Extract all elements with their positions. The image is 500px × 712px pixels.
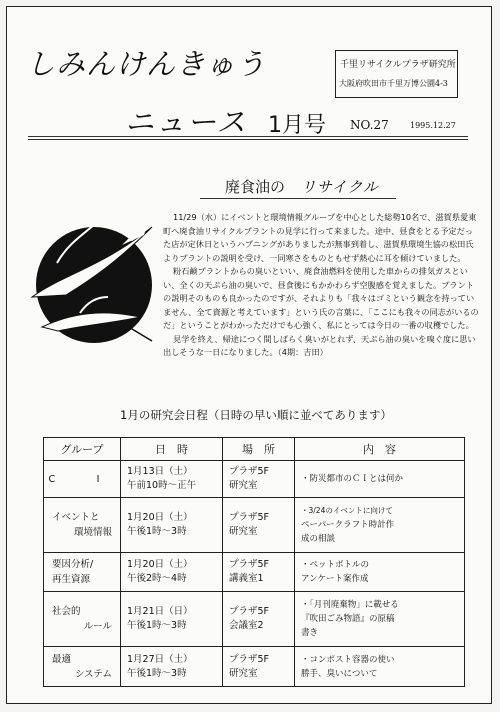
content-text-2: 勝手、臭いについて xyxy=(301,668,378,679)
datetime-cell xyxy=(121,592,223,647)
article-paragraph: 11/29（水）にイベントと環境情報グループを中心とした総勢10名で、滋賀県愛東町へ廃食油リサイクルプラントの見学に行って来ました。途中、昼食をとる予定だった店が定休日というハプニングがありましたが無事到着し、滋賀県環境生協の松田氏よりプラントの説明を受け、一同寒さをものともせず熱心に耳を傾けていました。 xyxy=(163,212,477,263)
content-text-2: ペーパークラフト時計作 xyxy=(301,519,395,530)
group-name-2: システム xyxy=(74,668,112,680)
place-cell xyxy=(223,592,295,647)
time-text: 午後1時～3時 xyxy=(127,525,187,537)
group-cell xyxy=(44,461,121,498)
table-row xyxy=(44,498,465,553)
group-cell xyxy=(44,552,121,592)
group-name-2: 再生資源 xyxy=(52,574,91,586)
datetime-cell xyxy=(121,647,223,687)
crane-sun-logo xyxy=(22,205,162,355)
table-row xyxy=(44,592,465,647)
date-text: 1月21日（日） xyxy=(127,606,193,618)
masthead-divider xyxy=(28,136,468,137)
schedule-header-row xyxy=(44,438,465,461)
time-text: 午後2時～4時 xyxy=(127,573,187,585)
issue-date: 1995.12.27 xyxy=(410,121,456,130)
content-cell xyxy=(295,552,465,592)
newsletter-subtitle: ニュース xyxy=(125,105,248,139)
content-text-2: 『吹田ごみ物語』の原稿 xyxy=(301,614,395,625)
date-text: 1月13日（土） xyxy=(127,466,193,477)
group-name: イベントと xyxy=(52,511,100,523)
group-name: 要因分析/ xyxy=(52,559,94,571)
issue-number: NO.27 xyxy=(350,118,389,132)
publisher-address: 大阪府吹田市千里万博公園4-3 xyxy=(339,79,448,88)
article-heading-part1: 廃食油の xyxy=(225,178,286,196)
content-text-3: 書き xyxy=(301,628,319,639)
newsletter-title: しみんけんきゅう xyxy=(26,47,267,81)
schedule-table xyxy=(43,437,465,687)
content-text: ・ペットボトルの xyxy=(301,560,370,571)
date-text: 1月20日（土） xyxy=(127,511,193,523)
group-cell xyxy=(44,592,121,647)
table-row xyxy=(44,461,465,498)
group-name-2: ルール xyxy=(83,621,112,633)
place-text: プラザ5F xyxy=(229,466,270,477)
place-cell xyxy=(223,498,295,553)
group-name-2: 環境情報 xyxy=(73,526,112,538)
content-text: ・コンポスト容器の使い xyxy=(301,654,395,665)
content-cell xyxy=(295,498,465,553)
time-text: 午前10時～正午 xyxy=(127,480,197,491)
room-text: 研究室 xyxy=(229,667,258,679)
group-cell xyxy=(44,647,121,687)
place-text: プラザ5F xyxy=(229,606,270,618)
place-text: プラザ5F xyxy=(229,511,270,523)
article-paragraph: 粉石鹸プラントからの臭いといい、廃食油燃料を使用した車からの排気ガスといい、全くの天ぷら油の臭いで、昼食後にもかかわらず空腹感を覚えました。プラントの説明そのものも良かったのですが、それよりも「我々はゴミという観念を持っていません、全て資源と考えています」という氏の言葉に、「ここにも我々の同志がいるのだ」ということがわかっただけでも心強く、私にとっては今日の一番の収穫でした。 xyxy=(163,266,479,330)
time-text: 午後1時～3時 xyxy=(127,620,187,632)
group-cell xyxy=(44,498,121,553)
place-cell xyxy=(223,647,295,687)
content-text: ・防災都市のＣＩとは何か xyxy=(301,474,404,484)
datetime-cell xyxy=(121,498,223,553)
header-content: 内 容 xyxy=(295,438,465,461)
group-name: C I xyxy=(48,473,116,485)
masthead-divider-2 xyxy=(28,139,468,140)
room-text: 研究室 xyxy=(229,525,258,537)
content-text: ・3/24のイベントに向けて xyxy=(301,505,393,515)
place-cell xyxy=(223,461,295,498)
date-text: 1月27日（土） xyxy=(127,653,193,665)
date-text: 1月20日（土） xyxy=(127,559,193,571)
article-heading-part2: リサイクル xyxy=(301,178,379,196)
place-cell xyxy=(223,552,295,592)
room-text: 会議室2 xyxy=(229,620,264,632)
article-body xyxy=(163,211,479,360)
article-paragraph: 見学を終え、帰途につく間しばらく臭いがとれず、天ぷら油の臭いを嗅ぐ度に思い出しそうな一日になりました。（4期：吉田） xyxy=(163,333,476,357)
datetime-cell xyxy=(121,461,223,498)
room-text: 講義室1 xyxy=(229,573,264,585)
header-place: 場 所 xyxy=(223,438,295,461)
place-text: プラザ5F xyxy=(229,559,270,571)
group-name: 社会的 xyxy=(52,606,81,618)
datetime-cell xyxy=(121,552,223,592)
content-text-3: 成の相談 xyxy=(301,533,336,544)
schedule-title: 1月の研究会日程（日時の早い順に並べてあります） xyxy=(120,408,392,422)
room-text: 研究室 xyxy=(229,480,258,491)
content-text: ・「月刊廃棄物」に載せる xyxy=(301,600,399,611)
publisher-name: 千里リサイクルプラザ研究所 xyxy=(340,60,456,70)
issue-month: 1月号 xyxy=(268,113,326,138)
header-datetime: 日 時 xyxy=(121,438,223,461)
publisher-box xyxy=(335,50,458,98)
content-cell xyxy=(295,647,465,687)
group-name: 最適 xyxy=(52,653,72,665)
content-cell xyxy=(295,461,465,498)
header-group: グループ xyxy=(44,438,121,461)
content-cell xyxy=(295,592,465,647)
table-row xyxy=(44,647,465,687)
content-text-2: アンケート案作成 xyxy=(301,574,369,585)
time-text: 午後1時～3時 xyxy=(127,667,187,679)
article-heading xyxy=(225,176,379,197)
place-text: プラザ5F xyxy=(229,653,270,665)
table-row xyxy=(44,552,465,592)
heading-underline xyxy=(200,198,396,199)
